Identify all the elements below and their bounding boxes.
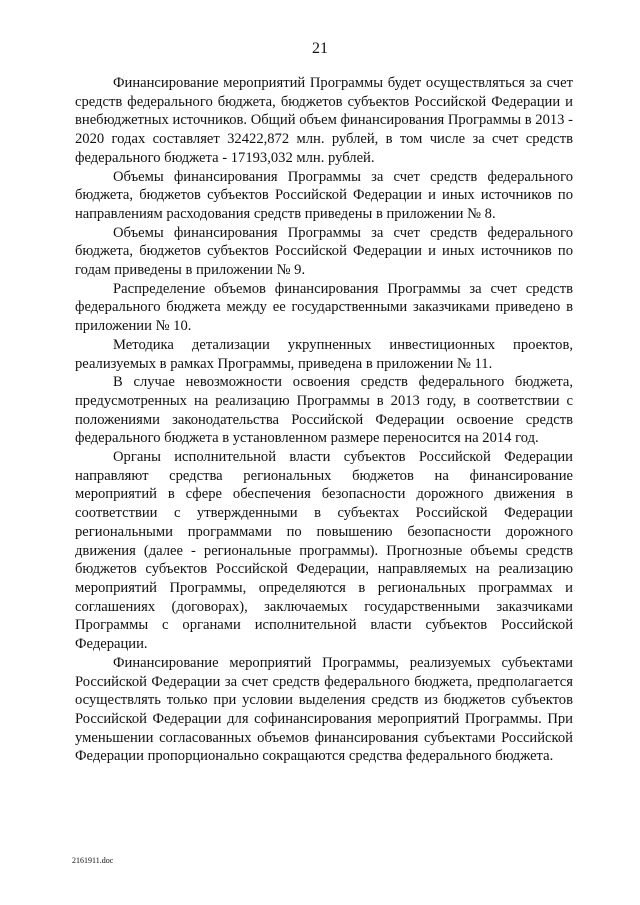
paragraph-appendix-8: Объемы финансирования Программы за счет средств федерального бюджета, бюджетов субъектов Российской Федерации и иных источников по направлениям расходования средств приведены в приложении № 8. (75, 168, 573, 222)
paragraph-appendix-9: Объемы финансирования Программы за счет средств федерального бюджета, бюджетов субъектов Российской Федерации и иных источников по годам приведены в приложении № 9. (75, 224, 573, 279)
page-number: 21 (312, 40, 328, 57)
document-body (75, 74, 573, 766)
footer-file-name: 2161911.doc (72, 856, 114, 865)
paragraph-regional-programs: Органы исполнительной власти субъектов Российской Федерации направляют средства региональных бюджетов на финансирование мероприятий в сфере обеспечения безопасности дорожного движения в соответствии с утвержденными в субъектах Российской Федерации региональными программами по повышению безопасности дорожного движения (далее - региональные программы). Прогнозные объемы средств бюджетов субъектов Российской Федерации, направляемых на реализацию мероприятий Программы, определяются в региональных программах и соглашениях (договорах), заключаемых государственными заказчиками Программы с органами исполнительной власти субъектов Российской Федерации. (75, 449, 573, 653)
paragraph-appendix-10: Распределение объемов финансирования Программы за счет средств федерального бюджета между ее государственными заказчиками приведено в приложении № 10. (75, 280, 573, 335)
paragraph-financing-overview: Финансирование мероприятий Программы будет осуществляться за счет средств федерального бюджета, бюджетов субъектов Российской Федерации и внебюджетных источников. Общий объем финансирования Программы в 2013 - 2020 годах составляет 32422,872 млн. рублей, в том числе за счет средств федерального бюджета - 17193,032 млн. рублей. (75, 75, 573, 166)
paragraph-cofinancing: Финансирование мероприятий Программы, реализуемых субъектами Российской Федерации за счет средств федерального бюджета, предполагается осуществлять только при условии выделения средств из бюджетов субъектов Российской Федерации для софинансирования мероприятий Программы. При уменьшении согласованных объемов финансирования субъектами Российской Федерации пропорционально сокращаются средства федерального бюджета. (75, 654, 573, 765)
paragraph-appendix-11: Методика детализации укрупненных инвестиционных проектов, реализуемых в рамках Программы, приведена в приложении № 11. (75, 336, 573, 372)
paragraph-carryover: В случае невозможности освоения средств федерального бюджета, предусмотренных на реализацию Программы в 2013 году, в соответствии с положениями законодательства Российской Федерации освоение средств федерального бюджета в установленном размере переносится на 2014 год. (75, 374, 573, 447)
